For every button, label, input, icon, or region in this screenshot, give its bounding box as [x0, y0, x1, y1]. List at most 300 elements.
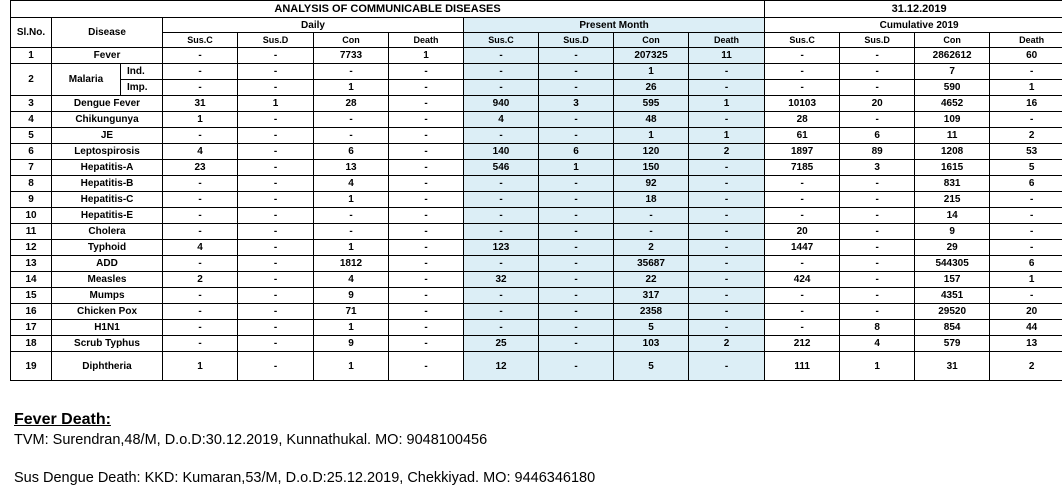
cell-slno: 1	[11, 48, 52, 64]
cell-value: -	[765, 288, 840, 304]
report-date: 31.12.2019	[765, 1, 1062, 18]
cell-slno: 4	[11, 112, 52, 128]
cell-value: -	[238, 128, 314, 144]
cell-value: 7185	[765, 160, 840, 176]
cell-value: -	[689, 208, 765, 224]
cell-value: 28	[314, 96, 389, 112]
cell-value: 1	[990, 80, 1062, 96]
cell-value: 8	[840, 320, 915, 336]
cell-value: 2	[990, 128, 1062, 144]
subheader-d-0: Sus.C	[163, 33, 238, 48]
dengue-death-line: Sus Dengue Death: KKD: Kumaran,53/M, D.o.D:25.12.2019, Chekkiyad. MO: 9446346180	[14, 470, 596, 486]
cell-value: -	[840, 224, 915, 240]
cell-value: -	[389, 192, 464, 208]
cell-slno: 14	[11, 272, 52, 288]
cell-disease: Cholera	[52, 224, 163, 240]
cell-value: 424	[765, 272, 840, 288]
cell-value: 831	[915, 176, 990, 192]
cell-value: 5	[990, 160, 1062, 176]
cell-value: -	[389, 160, 464, 176]
table-row	[11, 336, 1062, 352]
cell-value: 546	[464, 160, 539, 176]
cell-disease: Hepatitis-A	[52, 160, 163, 176]
cell-value: -	[163, 224, 238, 240]
cell-value: 89	[840, 144, 915, 160]
cell-value: 71	[314, 304, 389, 320]
cell-disease: Diphtheria	[52, 352, 163, 381]
cell-value: -	[539, 288, 614, 304]
cell-value: 16	[990, 96, 1062, 112]
cell-value: 26	[614, 80, 689, 96]
cell-value: -	[389, 176, 464, 192]
cell-value: -	[689, 288, 765, 304]
cell-value: 1	[163, 352, 238, 381]
cell-value: 2	[614, 240, 689, 256]
cell-disease: Typhoid	[52, 240, 163, 256]
table-row	[11, 352, 1062, 381]
cell-value: -	[464, 176, 539, 192]
cell-value: -	[163, 80, 238, 96]
cell-value: 103	[614, 336, 689, 352]
subheader-c-1: Sus.D	[840, 33, 915, 48]
cell-disease: Malaria	[52, 64, 121, 96]
table-row	[11, 208, 1062, 224]
cell-value: -	[840, 64, 915, 80]
cell-value: -	[539, 272, 614, 288]
cell-value: -	[990, 112, 1062, 128]
cell-value: 6	[990, 176, 1062, 192]
cell-value: -	[840, 48, 915, 64]
cell-value: -	[539, 48, 614, 64]
cell-value: -	[840, 112, 915, 128]
subheader-d-1: Sus.D	[238, 33, 314, 48]
cell-value: -	[464, 192, 539, 208]
header-slno: Sl.No.	[11, 18, 52, 48]
cell-value: -	[990, 288, 1062, 304]
cell-value: 4	[464, 112, 539, 128]
cell-value: 1812	[314, 256, 389, 272]
cell-value: -	[689, 320, 765, 336]
cell-subtype: Imp.	[121, 80, 163, 96]
cell-value: 4	[163, 144, 238, 160]
cell-value: 1	[314, 320, 389, 336]
table-row	[11, 112, 1062, 128]
cell-value: -	[464, 256, 539, 272]
table-row	[11, 144, 1062, 160]
table-row	[11, 192, 1062, 208]
subheader-c-0: Sus.C	[765, 33, 840, 48]
cell-value: -	[314, 64, 389, 80]
cell-slno: 7	[11, 160, 52, 176]
cell-value: -	[163, 256, 238, 272]
cell-value: 1	[614, 64, 689, 80]
cell-value: 20	[990, 304, 1062, 320]
table-row	[11, 256, 1062, 272]
cell-value: -	[689, 192, 765, 208]
table-row	[11, 64, 1062, 80]
cell-value: -	[840, 176, 915, 192]
cell-value: 1	[314, 192, 389, 208]
cell-value: -	[990, 224, 1062, 240]
cell-value: -	[689, 352, 765, 381]
cell-value: -	[389, 240, 464, 256]
cell-disease: Hepatitis-B	[52, 176, 163, 192]
cell-value: -	[464, 320, 539, 336]
cell-value: -	[163, 320, 238, 336]
cell-value: -	[840, 288, 915, 304]
cell-value: -	[464, 288, 539, 304]
cell-disease: Fever	[52, 48, 163, 64]
cell-value: -	[389, 256, 464, 272]
cell-value: -	[238, 336, 314, 352]
cell-value: -	[163, 336, 238, 352]
cell-value: -	[990, 64, 1062, 80]
cell-value: -	[765, 80, 840, 96]
cell-value: -	[840, 80, 915, 96]
cell-value: -	[314, 224, 389, 240]
cell-slno: 6	[11, 144, 52, 160]
header-cumulative: Cumulative 2019	[765, 18, 1062, 33]
cell-value: 61	[765, 128, 840, 144]
cell-value: -	[689, 176, 765, 192]
cell-slno: 12	[11, 240, 52, 256]
cell-value: 31	[163, 96, 238, 112]
cell-value: -	[163, 48, 238, 64]
cell-value: -	[389, 320, 464, 336]
cell-value: -	[238, 288, 314, 304]
cell-value: -	[238, 160, 314, 176]
cell-value: -	[689, 304, 765, 320]
cell-disease: Measles	[52, 272, 163, 288]
cell-disease: Chikungunya	[52, 112, 163, 128]
cell-subtype: Ind.	[121, 64, 163, 80]
table-row	[11, 272, 1062, 288]
cell-value: -	[389, 128, 464, 144]
table-row	[11, 320, 1062, 336]
cell-value: -	[539, 176, 614, 192]
cell-value: -	[163, 208, 238, 224]
subheader-row	[11, 33, 1062, 48]
cell-value: 28	[765, 112, 840, 128]
cell-slno: 3	[11, 96, 52, 112]
cell-value: -	[389, 304, 464, 320]
cell-value: -	[389, 224, 464, 240]
header-disease: Disease	[52, 18, 163, 48]
cell-value: -	[840, 192, 915, 208]
cell-value: -	[163, 176, 238, 192]
cell-value: -	[389, 288, 464, 304]
cell-value: -	[765, 48, 840, 64]
cell-slno: 10	[11, 208, 52, 224]
subheader-d-2: Con	[314, 33, 389, 48]
cell-value: 22	[614, 272, 689, 288]
cell-value: -	[539, 336, 614, 352]
cell-value: 595	[614, 96, 689, 112]
cell-value: 5	[614, 320, 689, 336]
cell-value: -	[464, 48, 539, 64]
cell-value: -	[539, 240, 614, 256]
cell-value: 4	[314, 272, 389, 288]
cell-value: 1	[614, 128, 689, 144]
cell-value: -	[990, 208, 1062, 224]
cell-value: 3	[840, 160, 915, 176]
cell-value: -	[389, 80, 464, 96]
cell-disease: Scrub Typhus	[52, 336, 163, 352]
cell-value: -	[840, 240, 915, 256]
cell-value: -	[539, 352, 614, 381]
table-body	[11, 48, 1062, 381]
cell-value: 92	[614, 176, 689, 192]
cell-value: 11	[689, 48, 765, 64]
table-row	[11, 128, 1062, 144]
cell-value: 2	[689, 144, 765, 160]
cell-value: -	[539, 256, 614, 272]
cell-value: -	[389, 144, 464, 160]
cell-value: -	[765, 304, 840, 320]
cell-value: -	[389, 336, 464, 352]
subheader-d-3: Death	[389, 33, 464, 48]
cell-value: -	[840, 272, 915, 288]
table-row	[11, 96, 1062, 112]
cell-value: -	[689, 256, 765, 272]
table-row	[11, 240, 1062, 256]
cell-slno: 8	[11, 176, 52, 192]
cell-value: -	[539, 64, 614, 80]
subheader-c-2: Con	[915, 33, 990, 48]
cell-value: -	[539, 192, 614, 208]
table-row	[11, 48, 1062, 64]
cell-value: -	[238, 240, 314, 256]
cell-disease: Leptospirosis	[52, 144, 163, 160]
cell-value: -	[238, 352, 314, 381]
fever-death-line: TVM: Surendran,48/M, D.o.D:30.12.2019, Kunnathukal. MO: 9048100456	[14, 432, 488, 448]
cell-slno: 18	[11, 336, 52, 352]
cell-value: -	[314, 112, 389, 128]
cell-value: 35687	[614, 256, 689, 272]
table-row	[11, 224, 1062, 240]
cell-value: 1	[314, 240, 389, 256]
cell-value: 6	[840, 128, 915, 144]
cell-value: 4	[163, 240, 238, 256]
cell-value: -	[539, 80, 614, 96]
cell-value: 109	[915, 112, 990, 128]
cell-value: 150	[614, 160, 689, 176]
cell-value: 2	[163, 272, 238, 288]
subheader-m-1: Sus.D	[539, 33, 614, 48]
cell-value: -	[163, 304, 238, 320]
cell-value: 48	[614, 112, 689, 128]
report-title: ANALYSIS OF COMMUNICABLE DISEASES	[11, 1, 765, 18]
cell-value: -	[614, 208, 689, 224]
cell-value: -	[314, 208, 389, 224]
cell-value: -	[238, 192, 314, 208]
cell-value: -	[464, 80, 539, 96]
cell-value: -	[238, 64, 314, 80]
cell-value: 18	[614, 192, 689, 208]
cell-value: 31	[915, 352, 990, 381]
cell-value: -	[238, 144, 314, 160]
cell-value: -	[238, 320, 314, 336]
cell-value: 2862612	[915, 48, 990, 64]
cell-value: 10103	[765, 96, 840, 112]
cell-value: 7733	[314, 48, 389, 64]
cell-value: 140	[464, 144, 539, 160]
table-row	[11, 176, 1062, 192]
cell-value: -	[765, 208, 840, 224]
cell-value: 940	[464, 96, 539, 112]
cell-value: -	[464, 224, 539, 240]
cell-value: 1208	[915, 144, 990, 160]
cell-value: 29	[915, 240, 990, 256]
cell-value: -	[539, 208, 614, 224]
table-row	[11, 304, 1062, 320]
cell-value: -	[689, 224, 765, 240]
cell-value: 1	[689, 96, 765, 112]
cell-value: 215	[915, 192, 990, 208]
cell-value: -	[765, 176, 840, 192]
cell-slno: 19	[11, 352, 52, 381]
cell-value: -	[238, 256, 314, 272]
cell-value: -	[389, 208, 464, 224]
cell-value: -	[163, 192, 238, 208]
cell-value: 20	[840, 96, 915, 112]
subheader-m-3: Death	[689, 33, 765, 48]
cell-disease: Chicken Pox	[52, 304, 163, 320]
cell-slno: 9	[11, 192, 52, 208]
cell-value: 23	[163, 160, 238, 176]
cell-slno: 2	[11, 64, 52, 96]
cell-value: 14	[915, 208, 990, 224]
cell-value: -	[238, 48, 314, 64]
cell-value: 4	[314, 176, 389, 192]
cell-slno: 17	[11, 320, 52, 336]
cell-value: -	[539, 224, 614, 240]
cell-value: 2	[990, 352, 1062, 381]
cell-value: -	[840, 208, 915, 224]
cell-value: 120	[614, 144, 689, 160]
cell-value: 1	[314, 352, 389, 381]
subheader-c-3: Death	[990, 33, 1062, 48]
cell-value: 53	[990, 144, 1062, 160]
cell-value: -	[464, 304, 539, 320]
cell-value: -	[539, 128, 614, 144]
fever-death-title: Fever Death:	[14, 411, 111, 428]
cell-value: -	[389, 112, 464, 128]
cell-value: -	[238, 80, 314, 96]
cell-value: -	[238, 208, 314, 224]
cell-value: 7	[915, 64, 990, 80]
cell-value: -	[389, 272, 464, 288]
subheader-m-0: Sus.C	[464, 33, 539, 48]
cell-value: 1	[238, 96, 314, 112]
cell-value: -	[539, 112, 614, 128]
cell-value: -	[614, 224, 689, 240]
cell-value: -	[238, 224, 314, 240]
cell-value: -	[163, 128, 238, 144]
cell-value: -	[238, 272, 314, 288]
cell-value: -	[689, 64, 765, 80]
table-row	[11, 160, 1062, 176]
cell-value: 25	[464, 336, 539, 352]
cell-value: -	[464, 128, 539, 144]
cell-value: -	[765, 192, 840, 208]
cell-value: 1	[840, 352, 915, 381]
cell-value: -	[689, 80, 765, 96]
cell-slno: 15	[11, 288, 52, 304]
cell-slno: 5	[11, 128, 52, 144]
table-row	[11, 288, 1062, 304]
cell-value: 2358	[614, 304, 689, 320]
cell-value: -	[389, 96, 464, 112]
cell-value: 3	[539, 96, 614, 112]
cell-value: 11	[915, 128, 990, 144]
cell-value: -	[163, 288, 238, 304]
cell-value: 123	[464, 240, 539, 256]
cell-value: -	[389, 352, 464, 381]
cell-value: -	[163, 64, 238, 80]
cell-value: -	[539, 320, 614, 336]
cell-value: 590	[915, 80, 990, 96]
cell-value: -	[238, 112, 314, 128]
notes-section	[14, 410, 1054, 488]
cell-value: 1	[314, 80, 389, 96]
cell-value: -	[765, 64, 840, 80]
cell-value: 1447	[765, 240, 840, 256]
cell-value: 44	[990, 320, 1062, 336]
cell-value: 1	[539, 160, 614, 176]
cell-value: 32	[464, 272, 539, 288]
cell-value: 207325	[614, 48, 689, 64]
cell-disease: Hepatitis-C	[52, 192, 163, 208]
cell-value: 6	[990, 256, 1062, 272]
cell-value: -	[238, 304, 314, 320]
cell-disease: JE	[52, 128, 163, 144]
cell-value: 6	[539, 144, 614, 160]
cell-value: 544305	[915, 256, 990, 272]
cell-value: -	[765, 320, 840, 336]
cell-value: 13	[314, 160, 389, 176]
cell-value: -	[689, 160, 765, 176]
cell-value: 579	[915, 336, 990, 352]
cell-value: 13	[990, 336, 1062, 352]
cell-value: 12	[464, 352, 539, 381]
cell-value: 212	[765, 336, 840, 352]
cell-value: 317	[614, 288, 689, 304]
cell-disease: H1N1	[52, 320, 163, 336]
cell-value: -	[464, 64, 539, 80]
cell-value: 9	[915, 224, 990, 240]
cell-slno: 11	[11, 224, 52, 240]
cell-disease: Hepatitis-E	[52, 208, 163, 224]
table-row	[11, 80, 1062, 96]
cell-value: 2	[689, 336, 765, 352]
cell-value: -	[990, 192, 1062, 208]
cell-value: 9	[314, 336, 389, 352]
cell-value: 29520	[915, 304, 990, 320]
cell-value: -	[765, 256, 840, 272]
cell-value: -	[389, 64, 464, 80]
cell-slno: 13	[11, 256, 52, 272]
cell-value: -	[689, 112, 765, 128]
cell-value: -	[539, 304, 614, 320]
cell-value: 1	[689, 128, 765, 144]
cell-value: 60	[990, 48, 1062, 64]
cell-value: 20	[765, 224, 840, 240]
cell-value: -	[314, 128, 389, 144]
cell-value: -	[840, 304, 915, 320]
cell-value: -	[990, 240, 1062, 256]
cell-value: 4652	[915, 96, 990, 112]
